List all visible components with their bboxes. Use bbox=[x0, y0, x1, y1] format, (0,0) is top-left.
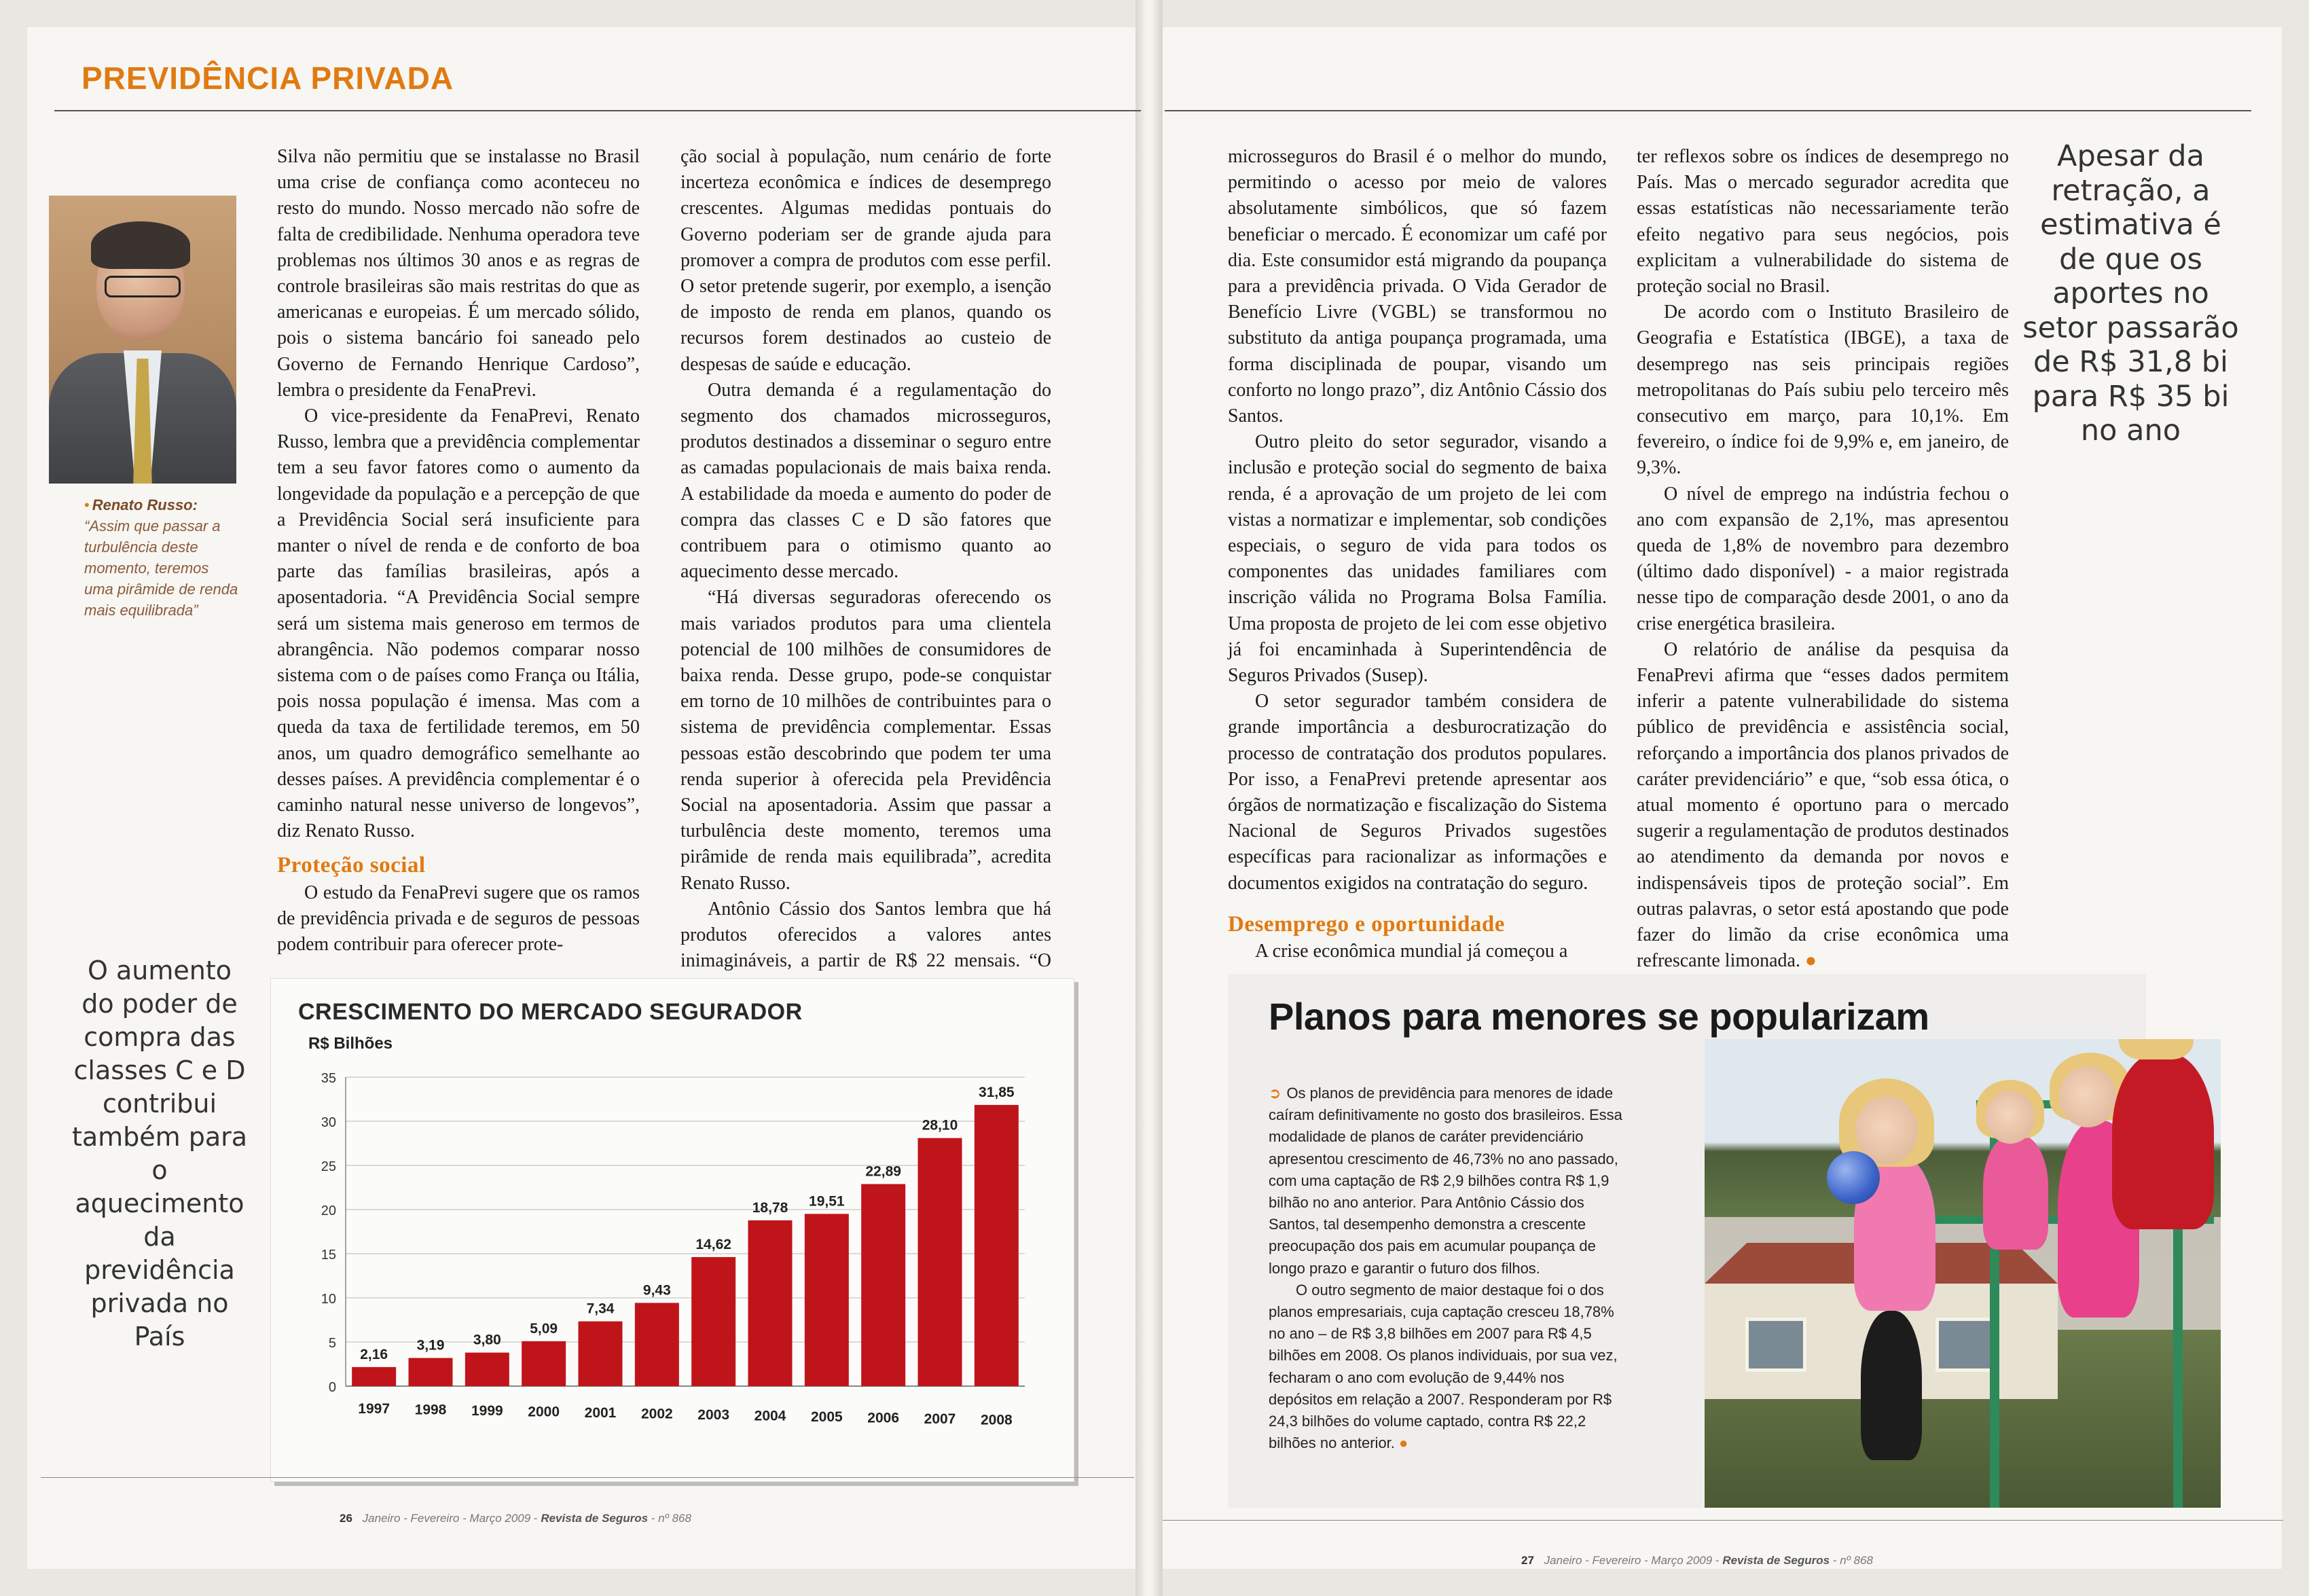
paragraph: O nível de emprego na indústria fechou o ano com expansão de 2,1%, mas apresentou queda de 1,8% de novembro para dezembro (último dado disponível) - a maior registrada nesse tipo de comparação desde 2001, o ano da crise energética brasileira. bbox=[1637, 483, 2009, 634]
paragraph: ção social à população, num cenário de forte incerteza econômica e índices de desemprego crescentes. Algumas medidas pontuais do Governo poderiam ser de grande ajuda para promover a compra de produtos com esse perfil. O setor pretende sugerir, por exemplo, a isenção de imposto de renda em planos, quando os recursos forem destinados ao custeio de despesas de saúde e educação. bbox=[680, 146, 1051, 375]
chart-y-tick-label: 5 bbox=[328, 1336, 336, 1351]
footer-right: 27 Janeiro - Fevereiro - Março 2009 - Revista de Seguros - nº 868 bbox=[1521, 1554, 1873, 1567]
chart-bar bbox=[409, 1358, 453, 1386]
chart-data-label: 18,78 bbox=[752, 1199, 788, 1216]
page-number: 26 bbox=[340, 1512, 352, 1525]
chart-bar bbox=[352, 1367, 396, 1386]
header-rule-right bbox=[1165, 110, 2251, 111]
paragraph: “Há diversas seguradoras oferecendo os mais variados produtos para uma clientela potencial de 100 milhões de consumidores de baixa renda. Desse grupo, pode-se conquistar em torno de 10 milhões de contribuintes para o sistema de previdência complementar. Essas pessoas estão descobrindo que podem ter uma renda superior à oferecida pela Previdência Social na aposentadoria. Assim que passar a turbulência deste momento, teremos uma pirâmide de renda mais equilibrada”, acredita Renato Russo. bbox=[680, 587, 1051, 894]
subhead-desemprego: Desemprego e oportunidade bbox=[1228, 911, 1505, 937]
chart-x-tick-label: 1999 bbox=[471, 1403, 503, 1419]
chart-x-tick-label: 2003 bbox=[697, 1407, 730, 1423]
chart-data-label: 3,19 bbox=[416, 1337, 445, 1354]
chart-data-label: 22,89 bbox=[865, 1163, 901, 1180]
chart-y-tick-label: 20 bbox=[321, 1203, 336, 1218]
story-paragraph bbox=[1269, 1083, 1627, 1280]
chart-x-tick-label: 1998 bbox=[414, 1402, 447, 1418]
paragraph: O setor segurador também considera de grande importância a desburocratização do processo de contratação dos produtos populares. Por isso, a FenaPrevi pretende apresentar aos órgãos de normatização e fiscalização do Sistema Nacional de Seguros Privados sugestões específicas para racionalizar as informações e documentos exigidos na contratação do seguro. bbox=[1228, 691, 1607, 894]
page-gutter bbox=[1135, 0, 1163, 1596]
chart-bar bbox=[748, 1220, 793, 1386]
chart-y-label: R$ Bilhões bbox=[308, 1034, 393, 1053]
chart-bar bbox=[691, 1257, 735, 1386]
portrait-hair bbox=[91, 221, 190, 269]
chart-y-tick-label: 35 bbox=[321, 1071, 336, 1086]
paragraph: ter reflexos sobre os índices de desemprego no País. Mas o mercado segurador acredita que essas estatísticas não necessariamente terão efeito negativo para seus negócios, pois explicitam a vulnerabilidade do sistema de proteção social no Brasil. bbox=[1637, 146, 2009, 297]
chart-bar bbox=[522, 1341, 566, 1386]
article-column-2 bbox=[680, 144, 1051, 1000]
story-paragraph-text: O outro segmento de maior destaque foi o dos planos empresariais, cuja captação cresceu 18,78% no ano – de R$ 3,8 bilhões em 2007 para R$ 4,5 bilhões em 2008. Os planos individuais, por sua vez, fecharam o ano com evolução de 9,44% nos depósitos em relação a 2007. Responderam por R$ 24,3 bilhões do volume captado, contra R$ 22,2 bilhões no anterior. bbox=[1269, 1281, 1618, 1452]
caption-name: Renato Russo: bbox=[92, 496, 198, 513]
chart-bar bbox=[975, 1105, 1019, 1386]
child-figure bbox=[2112, 1053, 2214, 1229]
footer-left: 26 Janeiro - Fevereiro - Março 2009 - Revista de Seguros - nº 868 bbox=[340, 1512, 691, 1525]
chart-x-tick-label: 2007 bbox=[924, 1411, 956, 1427]
chart-data-label: 2,16 bbox=[360, 1346, 388, 1362]
chart-y-tick-label: 25 bbox=[321, 1159, 336, 1174]
pull-quote-left: O aumento do poder de compra das classes C e D contribui também para o aquecimento da previdência privada no País bbox=[71, 956, 248, 1352]
footer-issue: nº 868 bbox=[658, 1512, 691, 1525]
story-paragraph bbox=[1269, 1280, 1627, 1455]
footer-magazine: Revista de Seguros bbox=[541, 1512, 649, 1525]
paragraph: O vice-presidente da FenaPrevi, Renato Russo, lembra que a previdência complementar tem a seu favor fatores como o aumento da longevidade da população e a percepção de que a Previdência Social será insuficiente para manter o nível de renda e de conforto de boa parte das famílias brasileiras, após a aposentadoria. “A Previdência Social sempre será um sistema mais generoso em termos de abrangência. Não podemos comparar nosso sistema com o de países como França ou Itália, pois nossa população é imensa. Mas com a queda da taxa de fertilidade teremos, em 50 anos, um quadro demográfico semelhante ao desses países. A previdência complementar é o caminho natural nesse universo de longevos”, diz Renato Russo. bbox=[277, 405, 640, 842]
blue-ball bbox=[1827, 1151, 1880, 1204]
article-column-4 bbox=[1637, 144, 2009, 975]
paragraph: Outra demanda é a regulamentação do segmento dos chamados microsseguros, produtos destinados a disseminar o seguro entre as camadas populacionais de mais baixa renda. A estabilidade da moeda e aumento do poder de compra das classes C e D são fatores que contribuem para o otimismo quanto ao aquecimento desse mercado. bbox=[680, 379, 1051, 583]
pull-quote-right: Apesar da retração, a estimativa é de que os aportes no setor passarão de R$ 31,8 bi para R$ 35 bi no ano bbox=[2022, 139, 2239, 448]
portrait-photo bbox=[49, 196, 236, 484]
chart-data-label: 7,34 bbox=[586, 1301, 615, 1317]
caption-quote: “Assim que passar a turbulência deste momento, teremos uma pirâmide de renda mais equilibrada” bbox=[84, 518, 238, 619]
market-growth-chart bbox=[270, 978, 1074, 1482]
end-mark-icon: ● bbox=[1804, 950, 1817, 972]
footer-date: Janeiro - Fevereiro - Março 2009 bbox=[1544, 1554, 1713, 1567]
chart-data-label: 28,10 bbox=[922, 1117, 958, 1133]
chart-bar bbox=[805, 1214, 849, 1386]
house-window bbox=[1935, 1318, 1997, 1372]
chart-data-label: 9,43 bbox=[642, 1282, 671, 1299]
paragraph: Antônio Cássio dos Santos lembra que há produtos oferecidos a valores antes inimagináveis, a partir de R$ 22 mensais. “O bbox=[680, 898, 1051, 972]
caption-bullet-icon: • bbox=[84, 496, 90, 513]
story-text bbox=[1269, 1083, 1627, 1454]
chart-x-tick-label: 2006 bbox=[867, 1410, 900, 1426]
chart-x-tick-label: 2005 bbox=[810, 1409, 843, 1425]
chart-y-tick-label: 10 bbox=[321, 1292, 336, 1307]
child-face bbox=[2059, 1066, 2116, 1127]
chart-data-label: 19,51 bbox=[809, 1193, 845, 1210]
section-title: PREVIDÊNCIA PRIVADA bbox=[81, 60, 454, 96]
children-playground-photo bbox=[1705, 1039, 2221, 1508]
paragraph: Outro pleito do setor segurador, visando a inclusão e proteção social do segmento de baixa renda, é a aprovação de um projeto de lei com vistas a normatizar e implementar, sob condições especiais, o seguro de vida para todos os componentes das unidades familiares com inscrição válida no Programa Bolsa Família. Uma proposta de projeto de lei com esse objetivo já foi encaminhada à Superintendência de Seguros Privados (Susep). bbox=[1228, 431, 1607, 687]
chart-x-tick-label: 2001 bbox=[584, 1405, 617, 1421]
paragraph: microsseguros do Brasil é o melhor do mundo, permitindo o acesso por meio de valores absolutamente simbólicos, que só fazem beneficiar o mercado. É economizar um café por dia. Este consumidor está migrando da poupança para a previdência privada. O Vida Gerador de Benefício Livre (VGBL) se transformou no substituto da antiga poupança programada, uma forma disciplinada de poupar, visando um conforto no longo prazo”, diz Antônio Cássio dos Santos. bbox=[1228, 146, 1607, 427]
chart-bar bbox=[635, 1303, 679, 1386]
chart-data-label: 3,80 bbox=[473, 1332, 501, 1348]
chart-bar bbox=[918, 1138, 962, 1386]
subhead-protecao-social: Proteção social bbox=[277, 853, 426, 878]
end-mark-icon: ● bbox=[1399, 1434, 1408, 1452]
story-title: Planos para menores se popularizam bbox=[1269, 995, 1929, 1038]
child-legs bbox=[1861, 1311, 1922, 1460]
page-number: 27 bbox=[1521, 1554, 1534, 1567]
chart-data-label: 5,09 bbox=[530, 1320, 558, 1337]
paragraph bbox=[1637, 637, 2009, 975]
child-figure bbox=[1983, 1134, 2048, 1250]
header-rule-left bbox=[54, 110, 1141, 111]
chart-plot bbox=[271, 979, 1074, 1481]
footer-magazine: Revista de Seguros bbox=[1722, 1554, 1830, 1567]
chart-data-label: 14,62 bbox=[695, 1236, 731, 1252]
chart-bar bbox=[861, 1184, 905, 1386]
paragraph: O estudo da FenaPrevi sugere que os ramos de previdência privada e de seguros de pessoas podem contribuir para oferecer prote- bbox=[277, 882, 640, 956]
paragraph: A crise econômica mundial já começou a bbox=[1255, 941, 1568, 962]
chart-title: CRESCIMENTO DO MERCADO SEGURADOR bbox=[298, 999, 803, 1025]
chart-bar bbox=[579, 1322, 623, 1386]
house-window bbox=[1745, 1318, 1806, 1372]
chart-y-tick-label: 30 bbox=[321, 1115, 336, 1130]
chart-x-tick-label: 2000 bbox=[528, 1404, 560, 1420]
story-paragraph-text: Os planos de previdência para menores de idade caíram definitivamente no gosto dos brasileiros. Essa modalidade de planos de caráter previdenciário apresentou crescimento de 46,73% no ano passado, com uma captação de R$ 2,9 bilhões contra R$ 1,9 bilhão no ano anterior. Para Antônio Cássio dos Santos, tal desempenho demonstra a crescente preocupação dos pais em acumular poupança de longo prazo e garantir o futuro dos filhos. bbox=[1269, 1085, 1622, 1277]
article-column-1 bbox=[277, 144, 640, 958]
chart-y-tick-label: 0 bbox=[328, 1380, 336, 1395]
portrait-glasses bbox=[105, 276, 181, 297]
chart-x-tick-label: 2004 bbox=[754, 1408, 786, 1424]
footer-rule-left bbox=[41, 1477, 1134, 1478]
portrait-caption bbox=[84, 494, 240, 621]
chart-data-label: 31,85 bbox=[979, 1084, 1015, 1100]
child-hair bbox=[2119, 1039, 2194, 1059]
paragraph: De acordo com o Instituto Brasileiro de Geografia e Estatística (IBGE), a taxa de desemprego nas seis principais regiões metropolitanas do País subiu pelo terceiro mês consecutivo em março, para 10,1%. Em fevereiro, o índice foi de 9,9% e, em janeiro, de 9,3%. bbox=[1637, 302, 2009, 479]
chart-bar bbox=[465, 1353, 509, 1386]
article-column-3 bbox=[1228, 144, 1607, 964]
chart-y-tick-label: 15 bbox=[321, 1248, 336, 1263]
arrow-bullet-icon: ➲ bbox=[1269, 1085, 1281, 1102]
paragraph: Silva não permitiu que se instalasse no Brasil uma crise de confiança como aconteceu no resto do mundo. Nosso mercado não sofre de falta de credibilidade. Nenhuma operadora teve problemas nos últimos 30 anos e as regras de controle brasileiras são mais restritas do que as americanas e europeias. É um mercado sólido, pois o sistema bancário foi saneado pelo Governo de Fernando Henrique Cardoso”, lembra o presidente da FenaPrevi. bbox=[277, 146, 640, 401]
chart-x-tick-label: 2008 bbox=[980, 1412, 1013, 1428]
chart-x-tick-label: 1997 bbox=[358, 1401, 390, 1417]
footer-date: Janeiro - Fevereiro - Março 2009 bbox=[362, 1512, 531, 1525]
child-face bbox=[1986, 1091, 2035, 1144]
chart-x-tick-label: 2002 bbox=[640, 1406, 673, 1422]
footer-rule-right bbox=[1163, 1520, 2283, 1521]
paragraph-text: O relatório de análise da pesquisa da FenaPrevi afirma que “esses dados permitem inferir a patente vulnerabilidade do sistema público de previdência e assistência social, reforçando a importância dos planos privados de caráter previdenciário” e que, “sob essa ótica, o atual momento é oportuno para o mercado sugerir a regulamentação de produtos destinados ao atendimento da demanda por novos e indispensáveis tipos de proteção social”. Em outras palavras, o setor está apostando que pode fazer do limão da crise econômica uma refrescante limonada. bbox=[1637, 638, 2009, 972]
footer-issue: nº 868 bbox=[1840, 1554, 1873, 1567]
